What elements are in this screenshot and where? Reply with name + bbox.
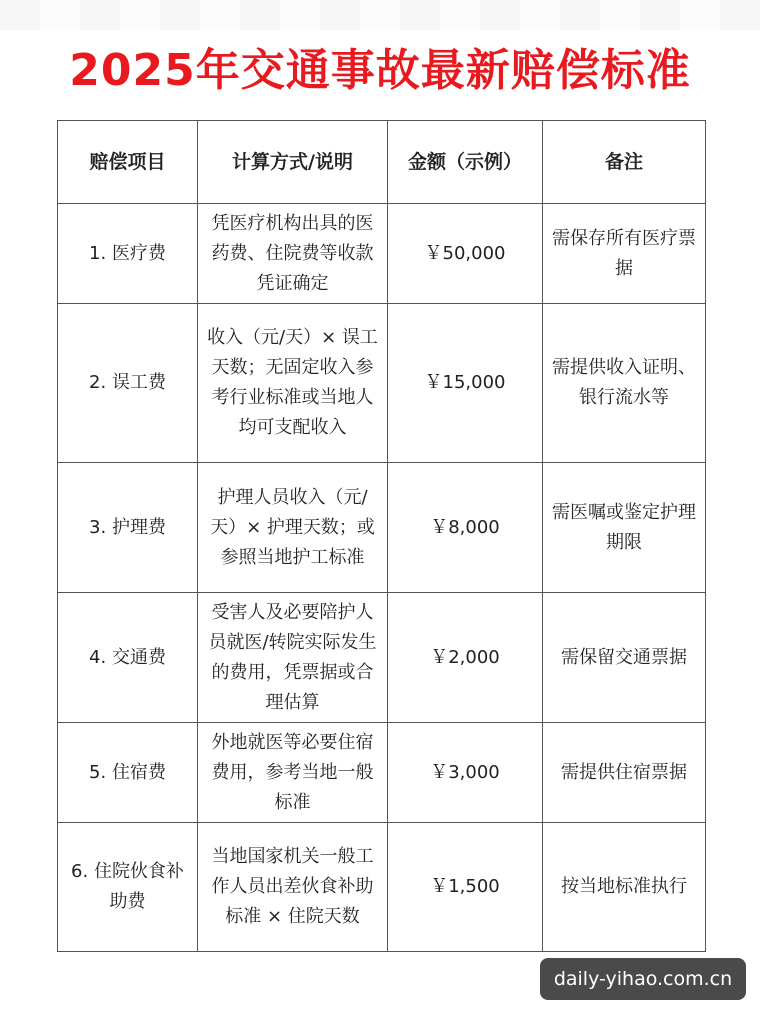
header-amount: 金额（示例） — [388, 121, 543, 204]
cell-amount: ￥3,000 — [388, 723, 543, 823]
site-watermark-badge: daily-yihao.com.cn — [540, 958, 746, 1000]
compensation-table — [57, 120, 706, 952]
background-watermark-strip — [0, 0, 760, 30]
cell-item: 1. 医疗费 — [58, 204, 198, 304]
cell-note: 需提供住宿票据 — [543, 723, 706, 823]
cell-note: 需提供收入证明、银行流水等 — [543, 304, 706, 463]
header-item: 赔偿项目 — [58, 121, 198, 204]
cell-method: 受害人及必要陪护人员就医/转院实际发生的费用，凭票据或合理估算 — [198, 593, 388, 723]
cell-amount: ￥2,000 — [388, 593, 543, 723]
cell-item: 6. 住院伙食补助费 — [58, 823, 198, 952]
table-row — [58, 463, 706, 593]
cell-note: 需保存所有医疗票据 — [543, 204, 706, 304]
cell-item: 2. 误工费 — [58, 304, 198, 463]
table-row — [58, 593, 706, 723]
cell-note: 需医嘱或鉴定护理期限 — [543, 463, 706, 593]
table-row — [58, 723, 706, 823]
cell-amount: ￥15,000 — [388, 304, 543, 463]
cell-amount: ￥1,500 — [388, 823, 543, 952]
header-method: 计算方式/说明 — [198, 121, 388, 204]
table-row — [58, 304, 706, 463]
cell-method: 当地国家机关一般工作人员出差伙食补助标准 × 住院天数 — [198, 823, 388, 952]
table-row — [58, 823, 706, 952]
cell-method: 收入（元/天）× 误工天数；无固定收入参考行业标准或当地人均可支配收入 — [198, 304, 388, 463]
header-note: 备注 — [543, 121, 706, 204]
cell-note: 需保留交通票据 — [543, 593, 706, 723]
page-title: 2025年交通事故最新赔偿标准 — [69, 45, 691, 96]
cell-amount: ￥8,000 — [388, 463, 543, 593]
cell-item: 5. 住宿费 — [58, 723, 198, 823]
cell-item: 3. 护理费 — [58, 463, 198, 593]
table-row — [58, 204, 706, 304]
cell-amount: ￥50,000 — [388, 204, 543, 304]
table-header-row — [58, 121, 706, 204]
cell-method: 护理人员收入（元/天）× 护理天数；或参照当地护工标准 — [198, 463, 388, 593]
cell-method: 外地就医等必要住宿费用，参考当地一般标准 — [198, 723, 388, 823]
cell-note: 按当地标准执行 — [543, 823, 706, 952]
cell-item: 4. 交通费 — [58, 593, 198, 723]
cell-method: 凭医疗机构出具的医药费、住院费等收款凭证确定 — [198, 204, 388, 304]
